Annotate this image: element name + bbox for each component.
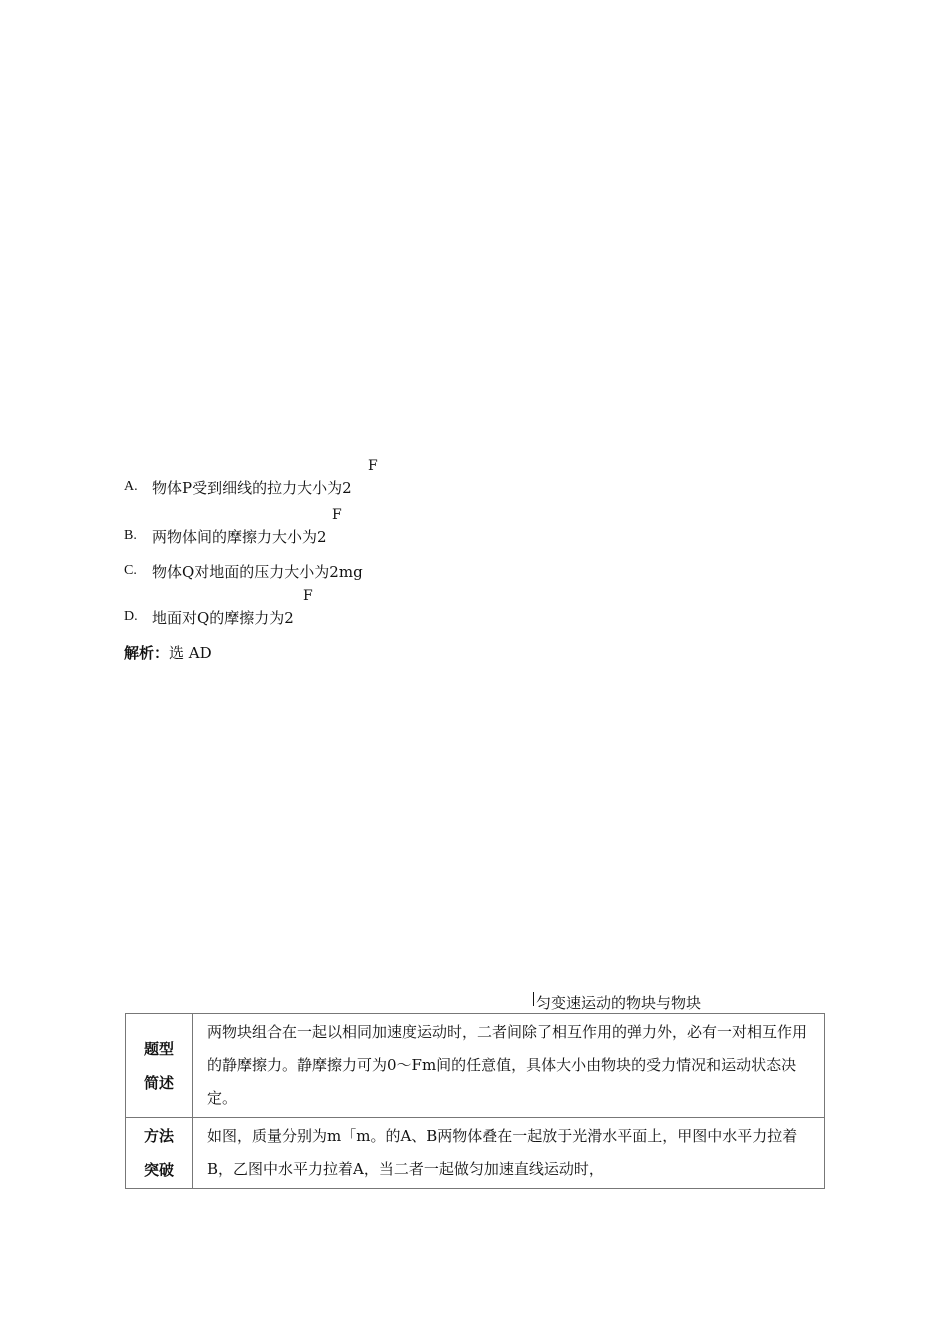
option-d-letter: D. (124, 609, 138, 624)
row-label-line: 突破 (143, 1161, 174, 1179)
option-a-fraction-numerator: F (368, 458, 378, 474)
row-label-method (126, 1118, 193, 1189)
analysis-text: 选 AD (169, 644, 212, 662)
option-c-letter: C. (124, 563, 137, 578)
section-marker (533, 992, 534, 1006)
option-b-letter: B. (124, 528, 137, 543)
table-row (126, 1014, 825, 1118)
option-d-fraction-numerator: F (303, 588, 313, 604)
row-text-method: 如图，质量分别为m「m。的A、B两物体叠在一起放于光滑水平面上，甲图中水平力拉着B，乙图中水平力拉着A，当二者一起做匀加速直线运动时， (193, 1118, 825, 1189)
method-table (125, 1013, 825, 1189)
section-title (533, 992, 701, 1013)
option-b-text: 两物体间的摩擦力大小为2 (152, 528, 327, 546)
option-c-text: 物体Q对地面的压力大小为2mg (152, 563, 363, 581)
table-row (126, 1118, 825, 1189)
option-b-fraction-numerator: F (332, 507, 342, 523)
row-label-summary (126, 1014, 193, 1118)
option-a-letter: A. (124, 479, 138, 494)
row-label-line: 题型 (143, 1039, 174, 1058)
analysis-label: 解析： (124, 644, 170, 662)
section-title-text: 匀变速运动的物块与物块 (536, 994, 702, 1012)
analysis (124, 642, 212, 663)
row-label-line: 简述 (143, 1073, 174, 1092)
row-text-summary: 两物块组合在一起以相同加速度运动时，二者间除了相互作用的弹力外，必有一对相互作用的静摩擦力。静摩擦力可为0〜Fm间的任意值，具体大小由物块的受力情况和运动状态决定。 (193, 1014, 825, 1118)
option-a-text: 物体P受到细线的拉力大小为2 (152, 479, 352, 497)
row-label-line: 方法 (143, 1127, 174, 1145)
option-d-text: 地面对Q的摩擦力为2 (152, 609, 294, 627)
